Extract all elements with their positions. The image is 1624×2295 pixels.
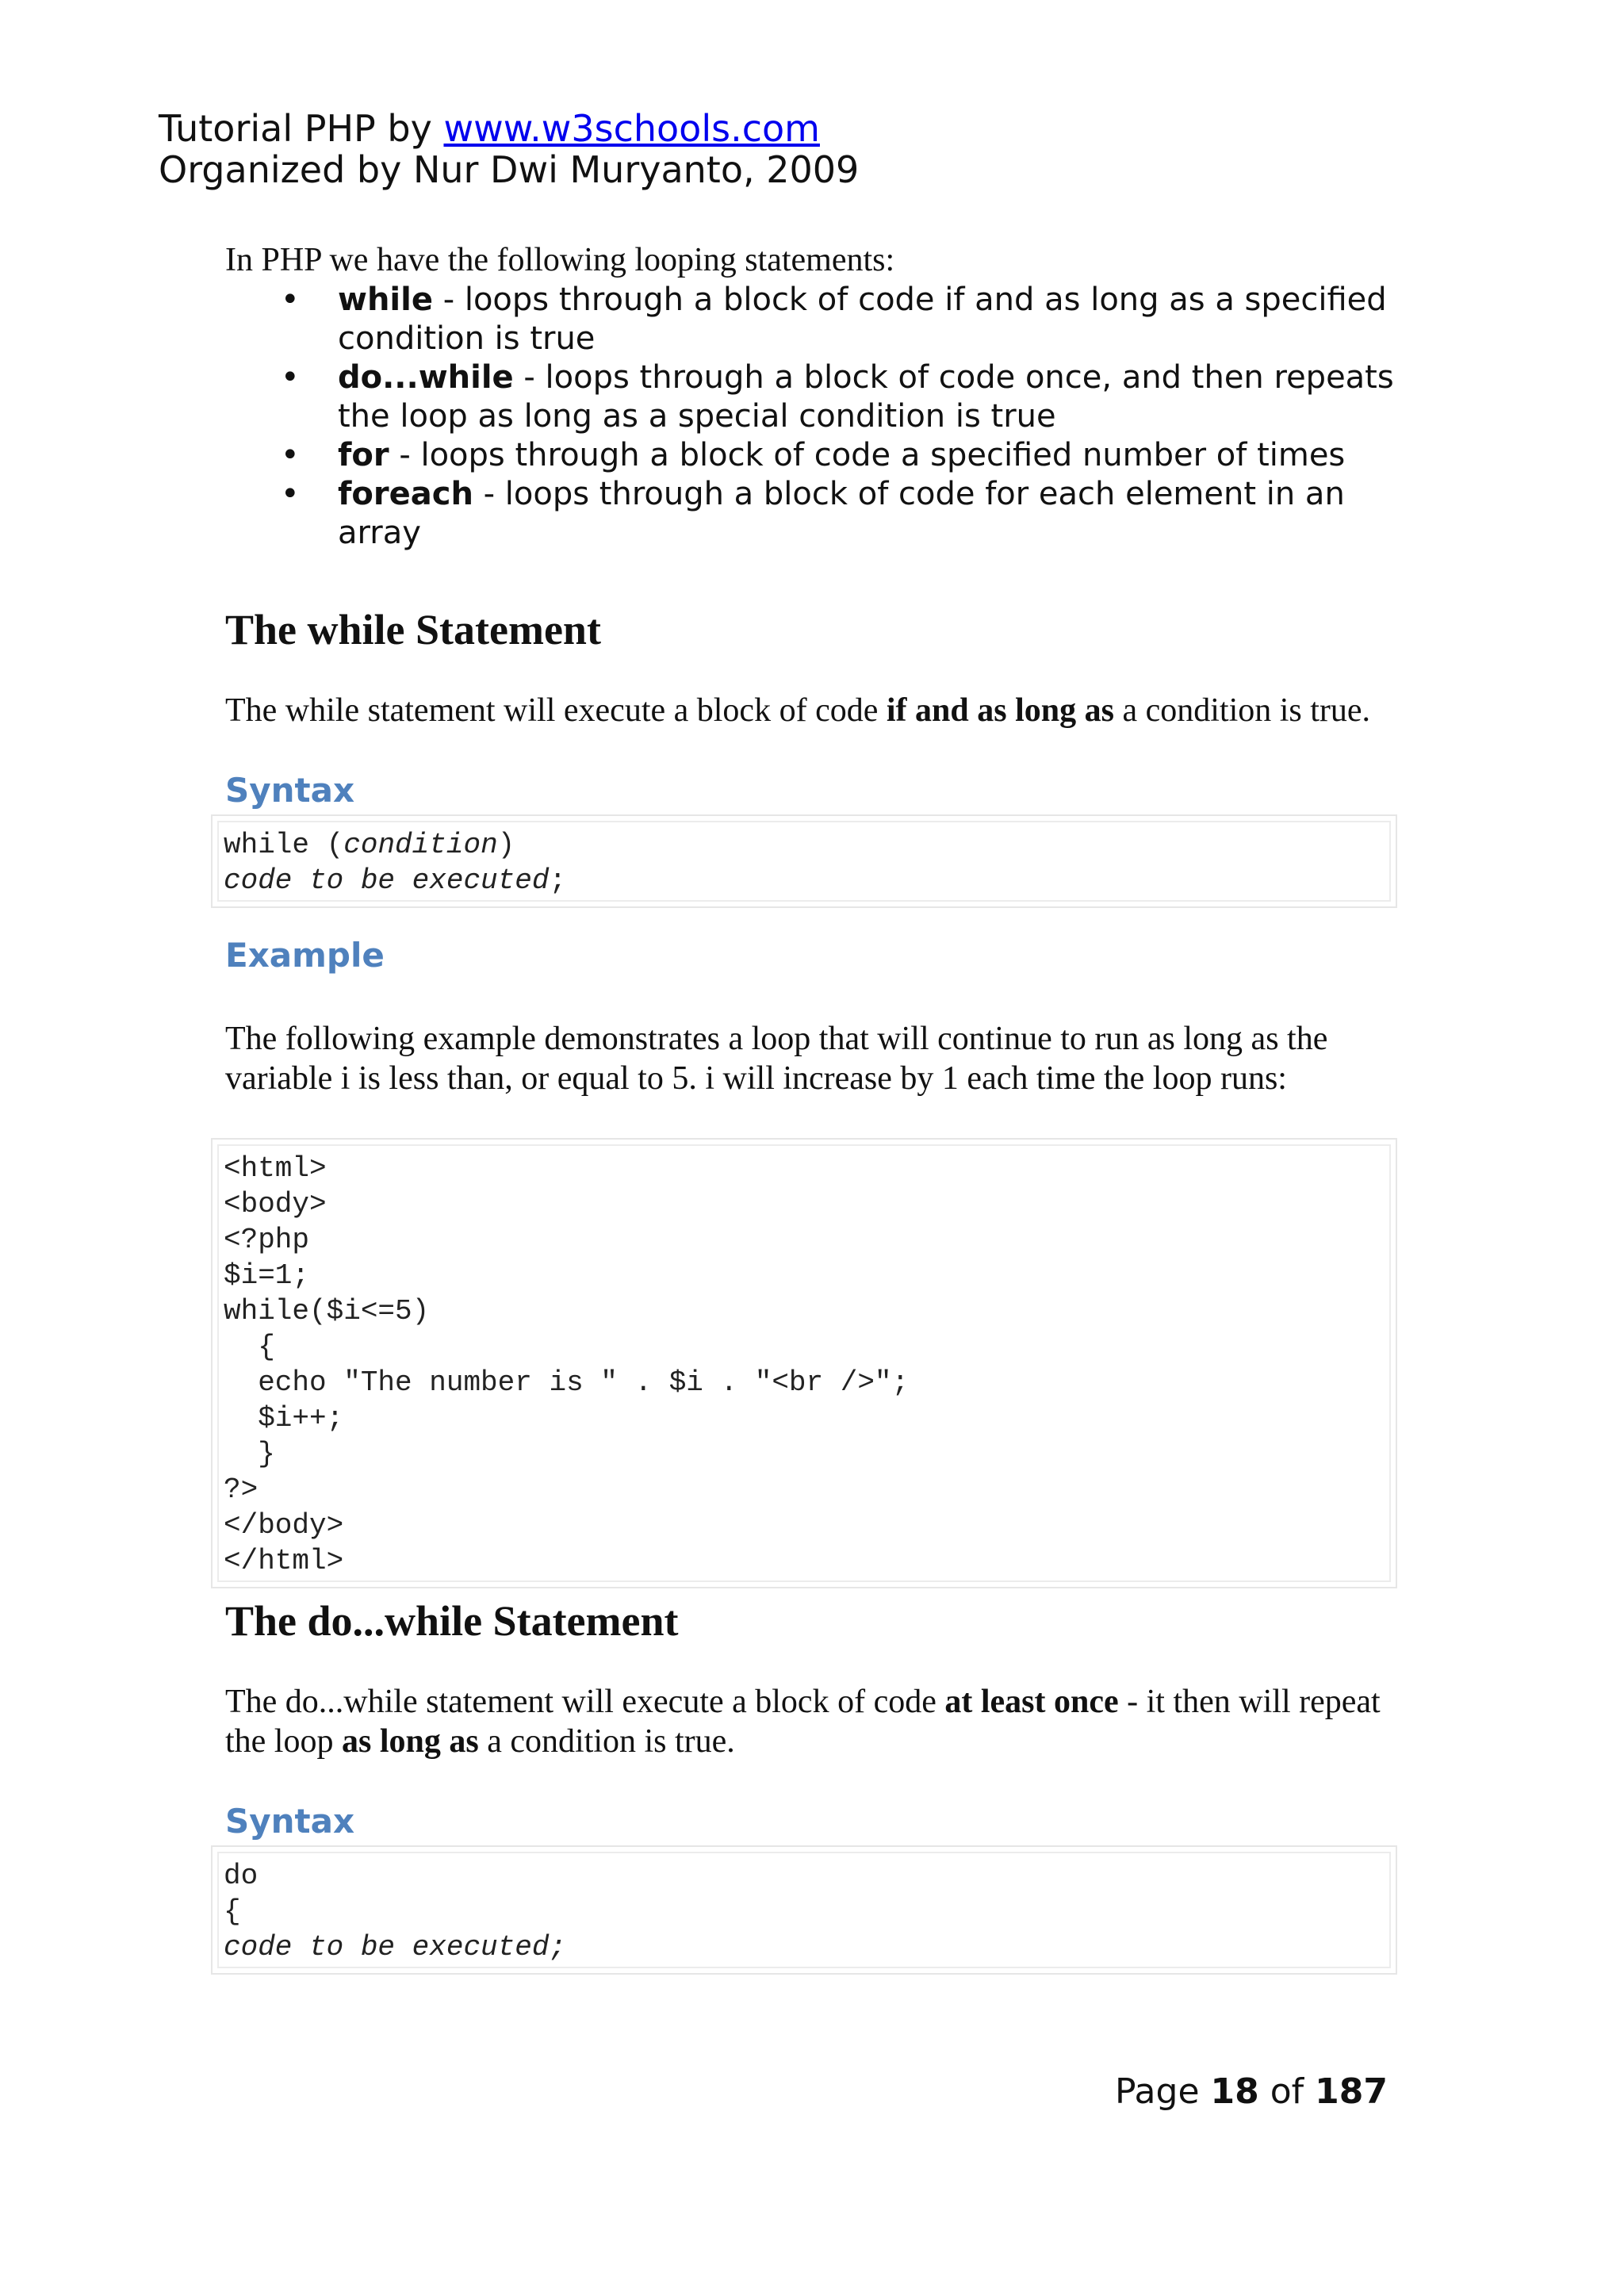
list-item (225, 281, 1415, 358)
header-line-2: Organized by Nur Dwi Muryanto, 2009 (159, 148, 860, 191)
loop-term: do...while (338, 359, 514, 396)
loop-term: while (338, 282, 433, 318)
page-number: 18 (1210, 2071, 1259, 2112)
while-example-heading: Example (225, 936, 385, 975)
bullet-icon: • (281, 476, 300, 512)
page-footer (1115, 2071, 1388, 2112)
header-title-prefix: Tutorial PHP by (159, 107, 444, 150)
page-content (225, 239, 1415, 1975)
looping-statements-list (225, 281, 1415, 553)
bullet-icon: • (281, 359, 300, 396)
while-example-description: The following example demonstrates a loop that will continue to run as long as the variable i is less than, or equal to 5. i will increase by 1 each time the loop runs: (225, 1021, 1328, 1097)
w3schools-link[interactable]: www.w3schools.com (443, 107, 820, 150)
loop-desc: - loops through a block of code a specified number of times (389, 437, 1346, 473)
list-item (225, 475, 1415, 553)
do-while-syntax-code-box (211, 1845, 1397, 1975)
loop-desc: - loops through a block of code if and as long as a specified condition is true (338, 282, 1387, 357)
while-syntax-code-box (211, 814, 1397, 908)
bullet-icon: • (281, 282, 300, 318)
do-while-description: The do...while statement will execute a block of code at least once - it then will repeat the loop as long as a condition is true. (225, 1684, 1381, 1760)
total-pages: 187 (1315, 2071, 1388, 2112)
while-syntax-code: while (condition) code to be executed; (224, 829, 567, 897)
while-syntax-heading: Syntax (225, 771, 355, 810)
loop-desc: - loops through a block of code once, and then repeats the loop as long as a special condition is true (338, 359, 1394, 435)
loop-desc: - loops through a block of code for each element in an array (338, 476, 1345, 551)
loop-term: foreach (338, 476, 473, 512)
list-item (225, 358, 1415, 436)
while-heading: The while Statement (225, 606, 601, 653)
bullet-icon: • (281, 437, 300, 473)
do-while-syntax-code: do { code to be executed; (224, 1860, 567, 1964)
intro-text: In PHP we have the following looping statements: (225, 242, 895, 278)
document-header (159, 108, 859, 190)
do-while-heading: The do...while Statement (225, 1597, 679, 1645)
header-line-1 (159, 108, 859, 149)
of-label: of (1258, 2071, 1316, 2112)
loop-term: for (338, 437, 389, 473)
while-example-code-box (211, 1138, 1397, 1588)
while-description: The while statement will execute a block of code if and as long as a condition is true. (225, 692, 1371, 729)
while-example-code: <html> <body> <?php $i=1; while($i<=5) { echo "The number is " . $i . "<br />"; $i++; } ?> </body> </html> (224, 1152, 910, 1577)
list-item (225, 436, 1415, 475)
page-label: Page (1115, 2071, 1211, 2112)
do-while-syntax-heading: Syntax (225, 1802, 355, 1841)
